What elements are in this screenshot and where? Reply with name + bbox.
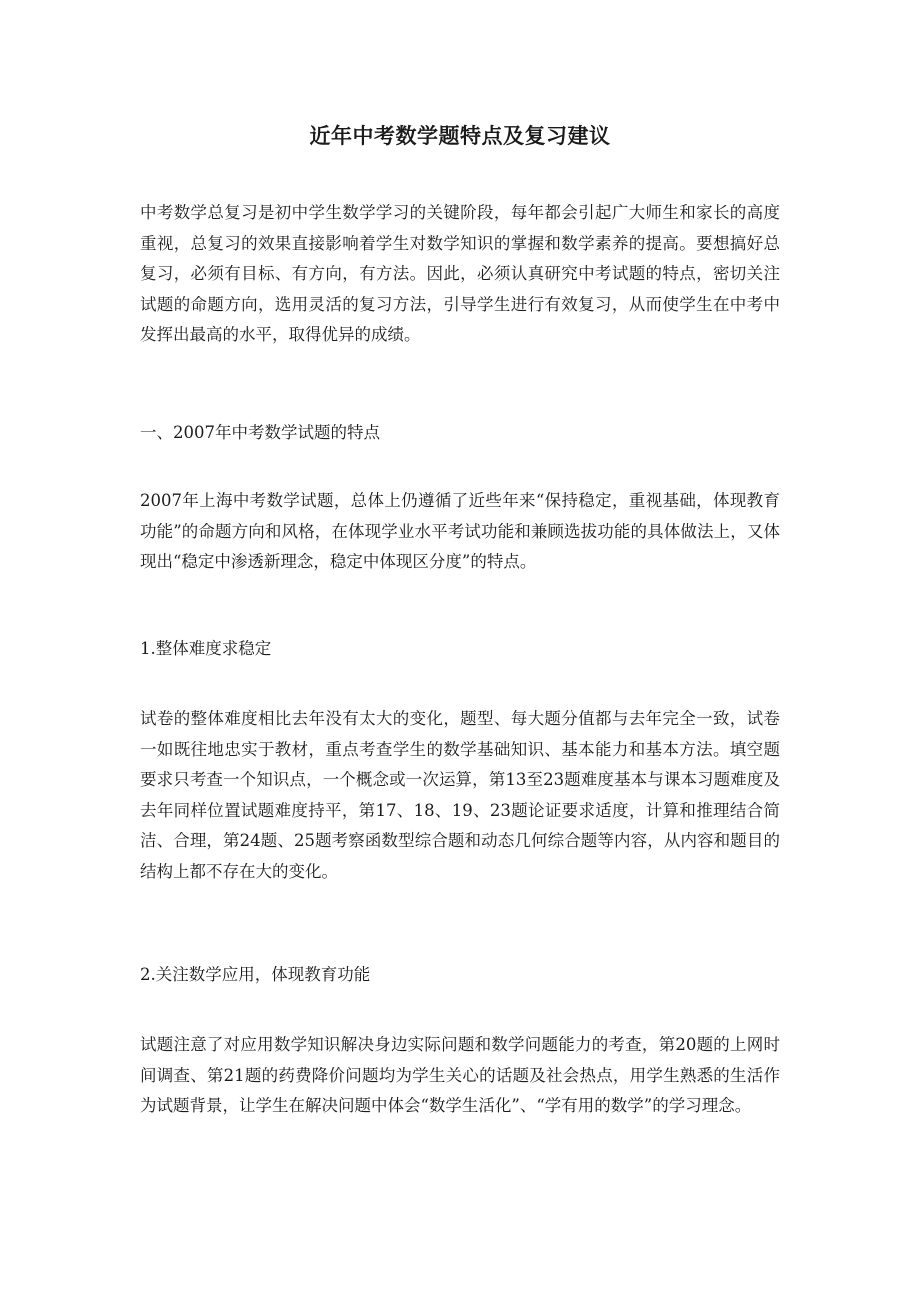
document-title: 近年中考数学题特点及复习建议 [309,123,611,148]
intro-paragraph: 中考数学总复习是初中学生数学学习的关键阶段，每年都会引起广大师生和家长的高度重视，总复习的效果直接影响着学生对数学知识的掌握和数学素养的提高。要想搞好总复习，必须有目标、有方向，有方法。因此，必须认真研究中考试题的特点，密切关注试题的命题方向，选用灵活的复习方法，引导学生进行有效复习，从而使学生在中考中发挥出最高的水平，取得优异的成绩。 [140,203,780,344]
section-1-paragraph: 2007年上海中考数学试题，总体上仍遵循了近些年来“保持稳定，重视基础，体现教育功能”的命题方向和风格，在体现学业水平考试功能和兼顾选拔功能的具体做法上，又体现出“稳定中渗透新理念，稳定中体现区分度”的特点。 [140,491,780,571]
section-heading-1: 一、2007年中考数学试题的特点 [140,423,380,442]
subsection-1-paragraph: 试卷的整体难度相比去年没有太大的变化，题型、每大题分值都与去年完全一致，试卷一如既往地忠实于教材，重点考查学生的数学基础知识、基本能力和基本方法。填空题要求只考查一个知识点，一个概念或一次运算，第13至23题难度基本与课本习题难度及去年同样位置试题难度持平，第17、18、19、23题论证要求适度，计算和推理结合简洁、合理，第24题、25题考察函数型综合题和动态几何综合题等内容，从内容和题目的结构上都不存在大的变化。 [140,709,780,881]
subsection-heading-2: 2.关注数学应用，体现教育功能 [140,965,371,984]
subsection-heading-1: 1.整体难度求稳定 [140,639,272,658]
subsection-2-paragraph: 试题注意了对应用数学知识解决身边实际问题和数学问题能力的考查，第20题的上网时间调查、第21题的药费降价问题均为学生关心的话题及社会热点，用学生熟悉的生活作为试题背景，让学生在解决问题中体会“数学生活化”、“学有用的数学”的学习理念。 [140,1035,780,1115]
